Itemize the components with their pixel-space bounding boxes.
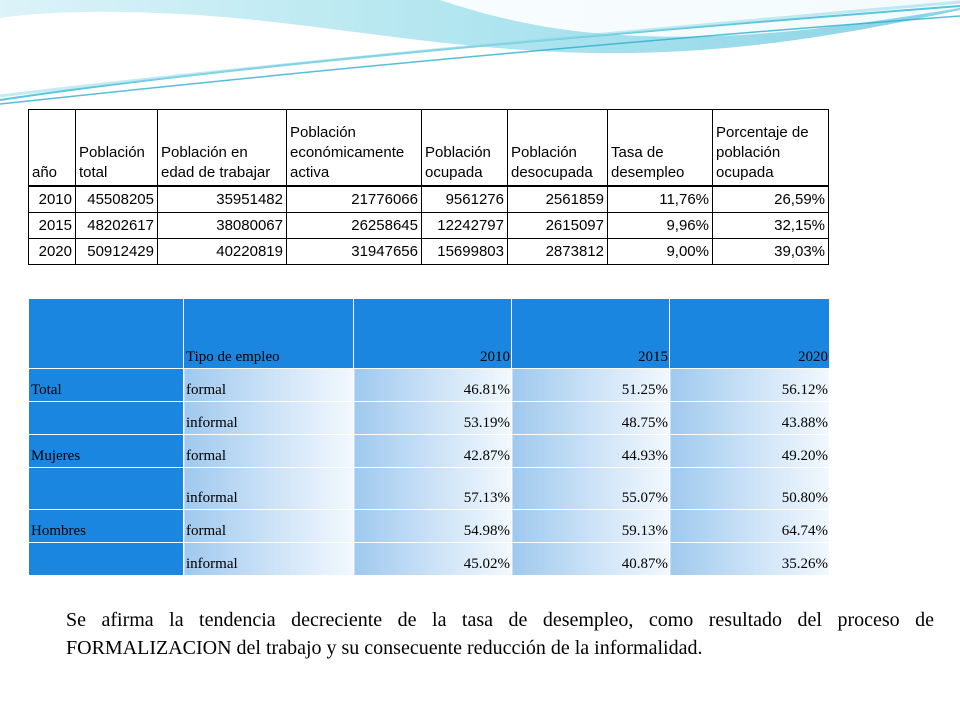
- column-header: Porcentaje de población ocupada: [713, 110, 829, 187]
- table-row: [29, 510, 830, 543]
- cell: 40220819: [158, 239, 287, 265]
- cell: 9,00%: [608, 239, 713, 265]
- column-header: [29, 299, 184, 369]
- column-header: 2010: [354, 299, 512, 369]
- employment-type-table: [28, 298, 830, 576]
- table-row: [29, 213, 829, 239]
- cell: 2020: [29, 239, 76, 265]
- cell: 45508205: [76, 186, 158, 213]
- cell: formal: [184, 369, 354, 402]
- cell: 11,76%: [608, 186, 713, 213]
- conclusion-text: Se afirma la tendencia decreciente de la tasa de desempleo, como resultado del proceso de FORMALIZACION del trabajo y su consecuente reducción de la informalidad.: [66, 609, 934, 659]
- cell: 55.07%: [512, 468, 670, 510]
- cell: 35.26%: [670, 543, 830, 576]
- group-label: [29, 468, 184, 510]
- cell: 50912429: [76, 239, 158, 265]
- cell: 26,59%: [713, 186, 829, 213]
- cell: 26258645: [287, 213, 422, 239]
- group-label: Mujeres: [29, 435, 184, 468]
- cell: 44.93%: [512, 435, 670, 468]
- column-header: Población en edad de trabajar: [158, 110, 287, 187]
- cell: 9561276: [422, 186, 508, 213]
- column-header: 2020: [670, 299, 830, 369]
- table-row: [29, 239, 829, 265]
- cell: 43.88%: [670, 402, 830, 435]
- cell: 39,03%: [713, 239, 829, 265]
- cell: informal: [184, 468, 354, 510]
- cell: 38080067: [158, 213, 287, 239]
- table-header-row: [29, 299, 830, 369]
- cell: 2010: [29, 186, 76, 213]
- cell: formal: [184, 435, 354, 468]
- column-header: Población ocupada: [422, 110, 508, 187]
- cell: 64.74%: [670, 510, 830, 543]
- cell: 48202617: [76, 213, 158, 239]
- population-table: [28, 109, 829, 265]
- group-label: [29, 402, 184, 435]
- column-header: Tipo de empleo: [184, 299, 354, 369]
- cell: 15699803: [422, 239, 508, 265]
- cell: formal: [184, 510, 354, 543]
- cell: 2873812: [508, 239, 608, 265]
- group-label: Hombres: [29, 510, 184, 543]
- column-header: 2015: [512, 299, 670, 369]
- cell: 50.80%: [670, 468, 830, 510]
- cell: 42.87%: [354, 435, 512, 468]
- cell: 32,15%: [713, 213, 829, 239]
- table-row: [29, 402, 830, 435]
- cell: 2615097: [508, 213, 608, 239]
- column-header: Población total: [76, 110, 158, 187]
- cell: informal: [184, 402, 354, 435]
- column-header: Tasa de desempleo: [608, 110, 713, 187]
- cell: 53.19%: [354, 402, 512, 435]
- cell: 9,96%: [608, 213, 713, 239]
- column-header: año: [29, 110, 76, 187]
- cell: informal: [184, 543, 354, 576]
- cell: 51.25%: [512, 369, 670, 402]
- table-row: [29, 186, 829, 213]
- cell: 56.12%: [670, 369, 830, 402]
- decorative-wave-banner: [0, 0, 960, 110]
- cell: 21776066: [287, 186, 422, 213]
- cell: 49.20%: [670, 435, 830, 468]
- cell: 2015: [29, 213, 76, 239]
- table-row: [29, 369, 830, 402]
- cell: 12242797: [422, 213, 508, 239]
- column-header: Población económicamente activa: [287, 110, 422, 187]
- cell: 2561859: [508, 186, 608, 213]
- column-header: Población desocupada: [508, 110, 608, 187]
- cell: 48.75%: [512, 402, 670, 435]
- cell: 40.87%: [512, 543, 670, 576]
- cell: 35951482: [158, 186, 287, 213]
- group-label: [29, 543, 184, 576]
- cell: 57.13%: [354, 468, 512, 510]
- group-label: Total: [29, 369, 184, 402]
- cell: 31947656: [287, 239, 422, 265]
- table-header-row: [29, 110, 829, 187]
- table-row: [29, 435, 830, 468]
- cell: 45.02%: [354, 543, 512, 576]
- cell: 54.98%: [354, 510, 512, 543]
- table-row: [29, 543, 830, 576]
- cell: 46.81%: [354, 369, 512, 402]
- table-row: [29, 468, 830, 510]
- cell: 59.13%: [512, 510, 670, 543]
